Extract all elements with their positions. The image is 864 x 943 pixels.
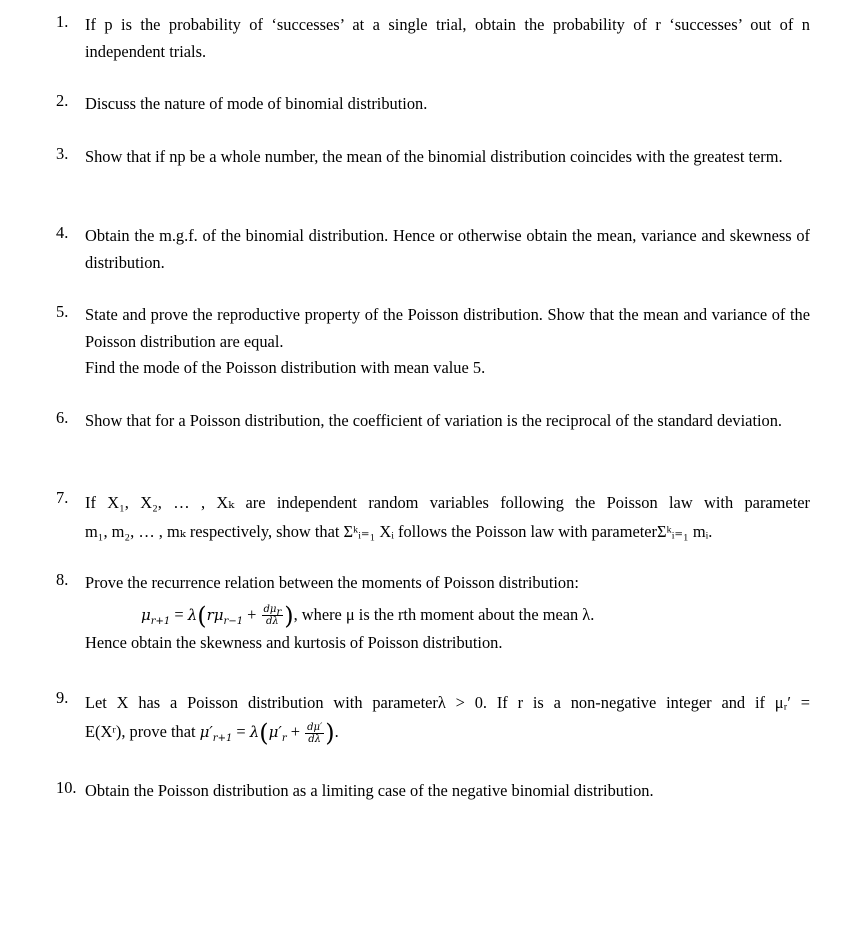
- question-number: 2.: [56, 91, 69, 110]
- question-text: Obtain the m.g.f. of the binomial distribution. Hence or otherwise obtain the mean, variance and skewness of distribution.: [85, 226, 810, 272]
- question-10: [56, 778, 810, 805]
- question-number: 1.: [56, 12, 69, 31]
- question-text-line1: If X₁, X₂, … , Xₖ are independent random variables following the Poisson law with parameter: [85, 493, 810, 512]
- question-9: [56, 688, 810, 747]
- derivative-fraction: $\frac{d\mu'}{d\lambda}$: [307, 721, 323, 745]
- question-number: 10.: [56, 778, 77, 797]
- question-text-line2: m₁, m₂, … , mₖ respectively, show that Σᵏᵢ₌₁ Xᵢ follows the Poisson law with parameterΣᵏᵢ₌₁ mᵢ.: [85, 522, 713, 541]
- question-4: [56, 223, 810, 276]
- question-text-line2: E(Xʳ), prove that $\mu'_{r+1} = \lambda(\mu'_r$ + $\frac{d\mu'}{d\lambda}$ ).: [85, 719, 339, 748]
- question-1: [56, 12, 810, 65]
- question-number: 6.: [56, 408, 69, 427]
- question-text: Show that for a Poisson distribution, the coefficient of variation is the reciprocal of the standard deviation.: [85, 411, 783, 430]
- question-text: Prove the recurrence relation between the moments of Poisson distribution:: [85, 573, 579, 592]
- question-text-line1: Let X has a Poisson distribution with parameterλ > 0. If r is a non-negative integer and if μᵣ′ =: [85, 693, 810, 712]
- question-text: If p is the probability of ‘successes’ at a single trial, obtain the probability of r ‘successes’ out of n independent trials.: [85, 15, 810, 61]
- question-6: [56, 408, 810, 435]
- question-text: Discuss the nature of mode of binomial distribution.: [85, 94, 428, 113]
- formula-tail-text: , where μ is the rth moment about the mean λ.: [293, 604, 595, 624]
- question-number: 7.: [56, 488, 69, 507]
- question-extra-text: Hence obtain the skewness and kurtosis of Poisson distribution.: [85, 633, 503, 652]
- question-text: Obtain the Poisson distribution as a limiting case of the negative binomial distribution.: [85, 781, 654, 800]
- question-text-prefix: E(Xʳ), prove that: [85, 722, 196, 741]
- question-3: [56, 144, 810, 171]
- question-8: [56, 570, 810, 657]
- question-number: 9.: [56, 688, 69, 707]
- question-number: 3.: [56, 144, 69, 163]
- recurrence-formula: $\mu_{r+1} = \lambda(r\mu_{r-1}$ + $\frac{d\mu_r}{d\lambda}$ ), where μ is the rth moment about the mean λ.: [141, 601, 595, 630]
- question-number: 4.: [56, 223, 69, 242]
- question-5: [56, 302, 810, 382]
- derivative-fraction: $\frac{d\mu_r}{d\lambda}$: [263, 604, 282, 628]
- question-text: Show that if np be a whole number, the mean of the binomial distribution coincides with the greatest term.: [85, 147, 783, 166]
- question-number: 8.: [56, 570, 69, 589]
- question-7: [56, 488, 810, 546]
- question-extra-text: Find the mode of the Poisson distribution with mean value 5.: [85, 358, 486, 377]
- question-text: State and prove the reproductive property of the Poisson distribution. Show that the mean and variance of the Poisson distribution are equal.: [85, 305, 810, 351]
- question-2: [56, 91, 810, 118]
- question-number: 5.: [56, 302, 69, 321]
